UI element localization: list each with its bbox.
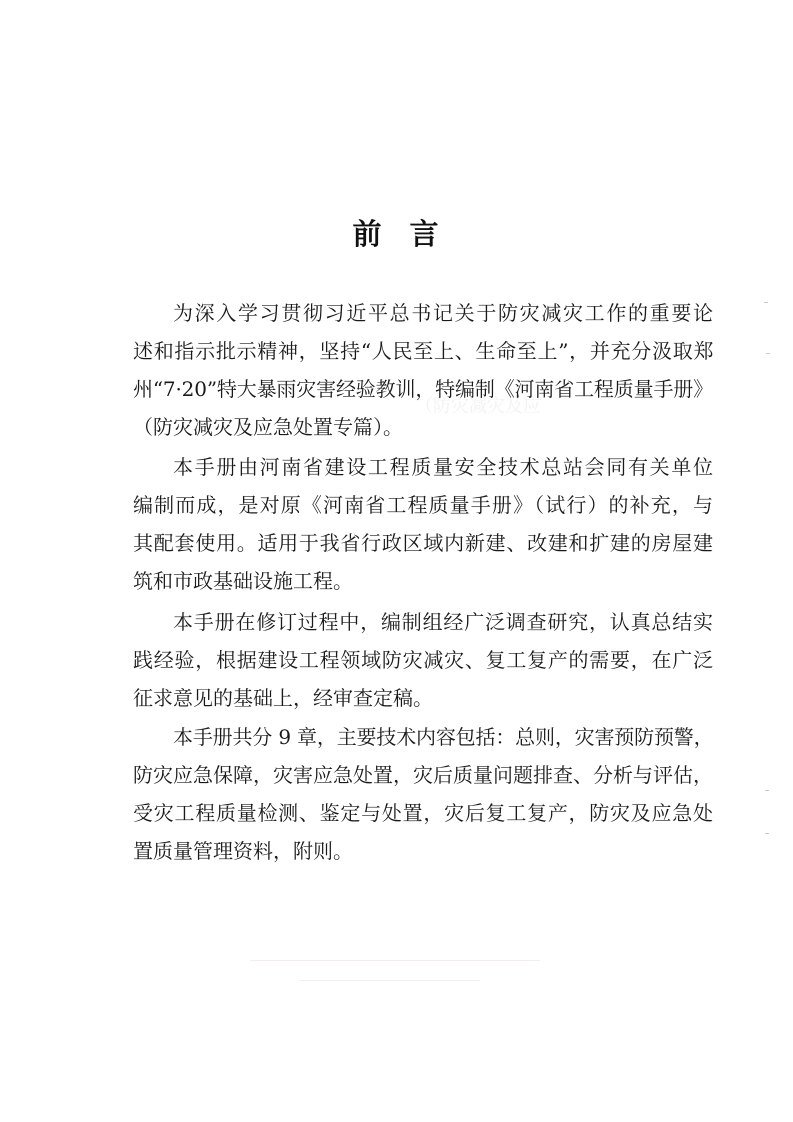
text-line: 践经验，根据建设工程领域防灾减灾、复工复产的需要，在广泛 xyxy=(133,648,714,672)
scan-mark xyxy=(766,353,770,354)
text-line: 述和指示批示精神，坚持“人民至上、生命至上”，并充分汲取郑 xyxy=(133,339,715,363)
title-char-2: 言 xyxy=(409,217,441,251)
text-line: 受灾工程质量检测、鉴定与处置，灾后复工复产，防灾及应急处 xyxy=(133,801,714,825)
text-line: 本手册共分 9 章，主要技术内容包括：总则，灾害预防预警， xyxy=(173,725,714,749)
text-line: 为深入学习贯彻习近平总书记关于防灾减灾工作的重要论 xyxy=(173,301,715,325)
text-line: 筑和市政基础设施工程。 xyxy=(133,569,353,593)
text-line: 编制而成，是对原《河南省工程质量手册》（试行）的补充，与 xyxy=(133,493,715,517)
text-line: 征求意见的基础上，经审查定稿。 xyxy=(133,686,433,710)
page-title xyxy=(0,212,793,253)
text-line: 本手册由河南省建设工程质量安全技术总站会同有关单位 xyxy=(173,455,715,479)
text-line: 置质量管理资料，附则。 xyxy=(133,839,353,863)
show-through-line xyxy=(250,960,540,961)
title-char-1: 前 xyxy=(352,217,384,251)
text-line: 本手册在修订过程中，编制组经广泛调查研究，认真总结实 xyxy=(173,610,714,634)
scan-mark xyxy=(765,833,769,834)
scan-mark xyxy=(765,790,769,791)
scan-mark xyxy=(764,302,768,303)
show-through-text: （防灾减灾及应 xyxy=(415,396,541,417)
text-line: 防灾应急保障，灾害应急处置，灾后质量问题排查、分析与评估， xyxy=(133,763,713,787)
show-through-line xyxy=(300,980,480,981)
text-line: 州“7·20”特大暴雨灾害经验教训，特编制《河南省工程质量手册》 xyxy=(133,377,713,401)
text-line: （防灾减灾及应急处置专篇）。 xyxy=(133,415,403,439)
text-line: 其配套使用。适用于我省行政区域内新建、改建和扩建的房屋建 xyxy=(133,531,714,555)
